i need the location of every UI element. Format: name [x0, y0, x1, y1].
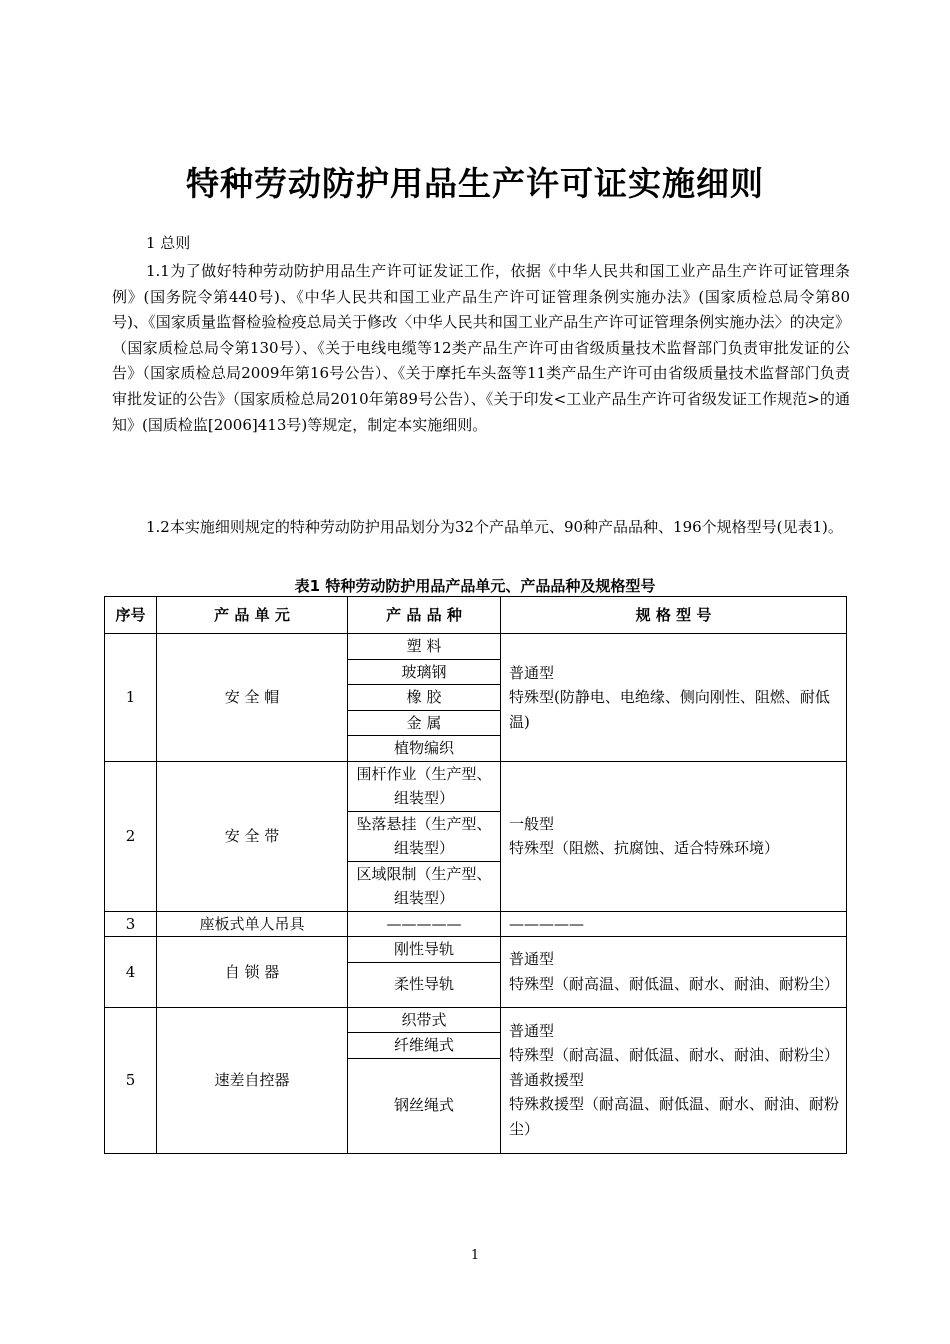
variety-cell: 金 属	[348, 710, 501, 736]
spec-line: 特殊型（阻燃、抗腐蚀、适合特殊环境）	[509, 839, 780, 857]
table-row	[105, 761, 847, 811]
spec-cell	[501, 761, 847, 911]
header-no: 序号	[105, 597, 157, 634]
row-unit: 安 全 帽	[157, 634, 348, 762]
spec-cell: —————	[501, 911, 847, 937]
spec-table	[104, 596, 847, 1154]
table-row	[105, 911, 847, 937]
spec-line: 一般型	[509, 814, 555, 833]
variety-cell: 纤维绳式	[348, 1033, 501, 1059]
variety-cell: 橡 胶	[348, 685, 501, 711]
section-heading: 1 总则	[146, 234, 191, 252]
variety-cell: 钢丝绳式	[348, 1058, 501, 1153]
row-no: 4	[105, 937, 157, 1008]
header-spec: 规 格 型 号	[501, 597, 847, 634]
header-variety: 产 品 品 种	[348, 597, 501, 634]
spec-line: 普通型	[509, 663, 555, 682]
spec-line: 特殊型（耐高温、耐低温、耐水、耐油、耐粉尘）	[509, 1046, 840, 1065]
row-unit: 安 全 带	[157, 761, 348, 911]
spec-line: 特殊救援型（耐高温、耐低温、耐水、耐油、耐粉尘）	[509, 1095, 840, 1138]
spec-line: 普通型	[509, 950, 555, 969]
row-no: 1	[105, 634, 157, 762]
row-unit: 速差自控器	[157, 1007, 348, 1153]
table-header-row	[105, 597, 847, 634]
row-no: 5	[105, 1007, 157, 1153]
page-title: 特种劳动防护用品生产许可证实施细则	[186, 164, 764, 203]
variety-cell: 刚性导轨	[348, 937, 501, 963]
spec-line: 普通救援型	[509, 1070, 585, 1089]
variety-cell: 植物编织	[348, 736, 501, 762]
row-unit: 自 锁 器	[157, 937, 348, 1008]
variety-cell: 区域限制（生产型、组装型）	[348, 861, 501, 911]
page-number: 1	[470, 1248, 480, 1263]
variety-cell: —————	[348, 911, 501, 937]
header-unit: 产 品 单 元	[157, 597, 348, 634]
spec-line: 特殊型(防静电、电绝缘、侧向刚性、阻燃、耐低温)	[509, 688, 830, 731]
spec-cell	[501, 1007, 847, 1153]
variety-cell: 围杆作业（生产型、组装型）	[348, 761, 501, 811]
variety-cell: 坠落悬挂（生产型、组装型）	[348, 811, 501, 861]
spec-cell	[501, 634, 847, 762]
table-row	[105, 634, 847, 660]
table-row	[105, 1007, 847, 1033]
variety-cell: 塑 料	[348, 634, 501, 660]
variety-cell: 织带式	[348, 1007, 501, 1033]
paragraph-1-2: 1.2本实施细则规定的特种劳动防护用品划分为32个产品单元、90种产品品种、196个规格型号(见表1)。	[146, 518, 843, 536]
spec-line: 普通型	[509, 1021, 555, 1040]
row-no: 3	[105, 911, 157, 937]
paragraph-1-1: 1.1为了做好特种劳动防护用品生产许可证发证工作，依据《中华人民共和国工业产品生产许可证管理条例》(国务院令第440号)、《中华人民共和国工业产品生产许可证管理条例实施办法》(国家质检总局令第80号)、《国家质量监督检验检疫总局关于修改〈中华人民共和国工业产品生产许可证管理条例实施办法〉的决定》（国家质检总局令第130号）、《关于电线电缆等12类产品生产许可由省级质量技术监督部门负责审批发证的公告》（国家质检总局2009年第16号公告）、《关于摩托车头盔等11类产品生产许可由省级质量技术监督部门负责审批发证的公告》（国家质检总局2010年第89号公告）、《关于印发<工业产品生产许可省级发证工作规范>的通知》(国质检监[2006]413号)等规定，制定本实施细则。	[112, 262, 850, 434]
table-caption: 表1 特种劳动防护用品产品单元、产品品种及规格型号	[294, 577, 656, 595]
table-row	[105, 937, 847, 963]
variety-cell: 玻璃钢	[348, 659, 501, 685]
variety-cell: 柔性导轨	[348, 962, 501, 1007]
spec-cell	[501, 937, 847, 1008]
row-unit: 座板式单人吊具	[157, 911, 348, 937]
spec-line: 特殊型（耐高温、耐低温、耐水、耐油、耐粉尘）	[509, 974, 840, 993]
row-no: 2	[105, 761, 157, 911]
